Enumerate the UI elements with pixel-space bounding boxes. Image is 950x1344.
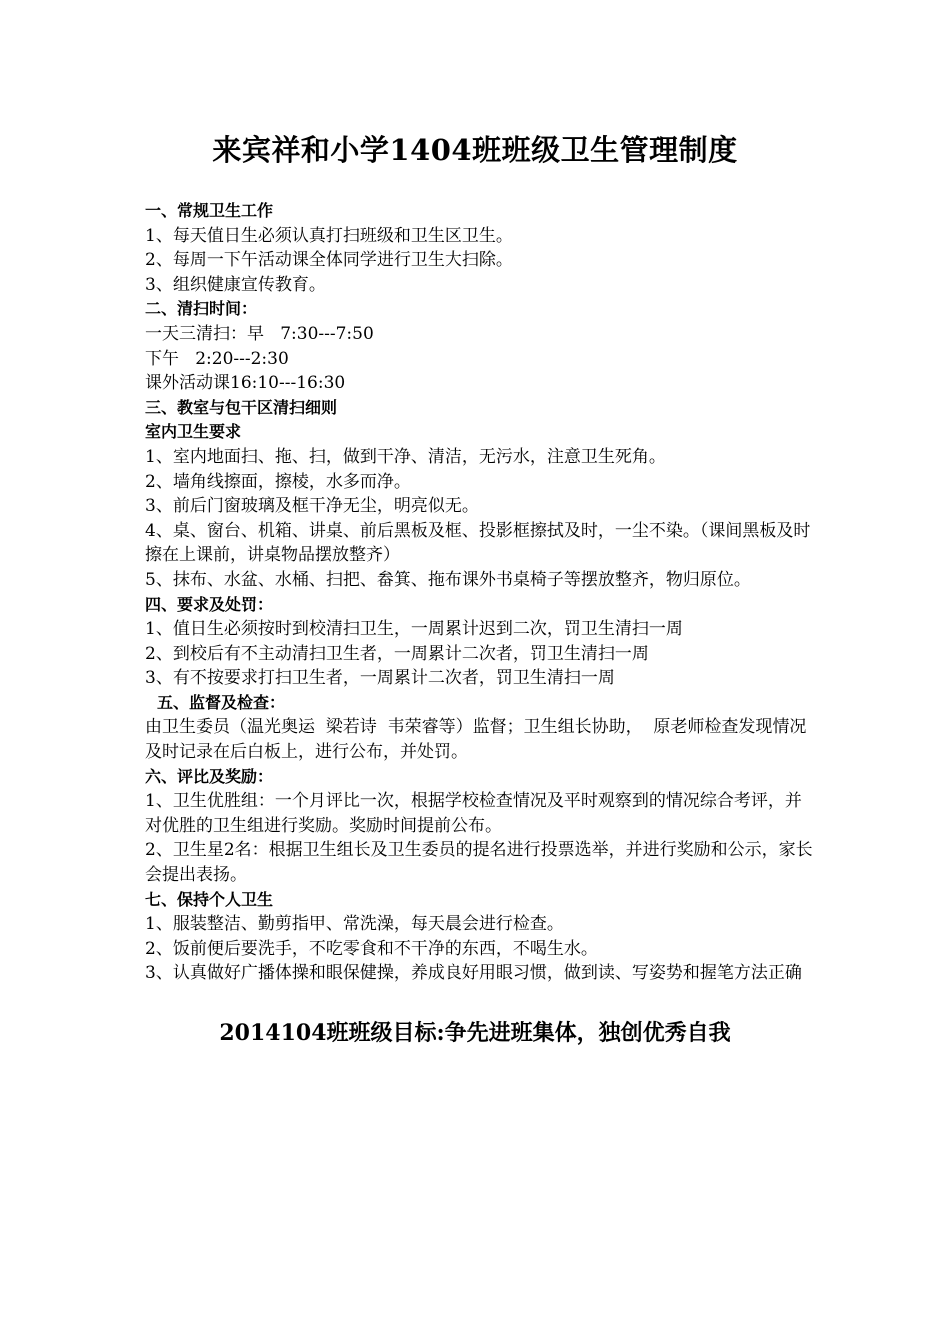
class-goal-slogan: 2014104班班级目标:争先进班集体，独创优秀自我 <box>219 1020 731 1046</box>
schedule-activity: 课外活动课16:10---16:30 <box>145 373 346 394</box>
subheading-indoor-requirements: 室内卫生要求 <box>145 422 242 442</box>
section-heading-awards: 六、评比及奖励： <box>145 766 274 786</box>
section-heading-schedule: 二、清扫时间： <box>145 299 258 319</box>
hygiene-item-2: 2、饭前便后要洗手，不吃零食和不干净的东西，不喝生水。 <box>145 938 598 959</box>
award-item-1: 1、卫生优胜组：一个月评比一次，根据学校检查情况及平时观察到的情况综合考评，并对优胜的卫生组进行奖励。奖励时间提前公布。 <box>145 791 802 836</box>
routine-item-2: 2、每周一下午活动课全体同学进行卫生大扫除。 <box>145 250 513 271</box>
section-heading-personal-hygiene: 七、保持个人卫生 <box>145 889 274 909</box>
section-heading-penalties: 四、要求及处罚： <box>145 594 274 614</box>
indoor-rule-1: 1、室内地面扫、拖、扫，做到干净、清洁，无污水，注意卫生死角。 <box>145 446 666 467</box>
routine-item-3: 3、组织健康宣传教育。 <box>145 274 326 295</box>
indoor-rule-3: 3、前后门窗玻璃及框干净无尘，明亮似无。 <box>145 496 479 517</box>
penalty-item-3: 3、有不按要求打扫卫生者，一周累计二次者，罚卫生清扫一周 <box>145 668 615 689</box>
document-body <box>145 199 817 986</box>
section-heading-cleaning-rules: 三、教室与包干区清扫细则 <box>145 397 338 417</box>
document-title: 来宾祥和小学1404班班级卫生管理制度 <box>212 133 738 167</box>
section-heading-supervision: 五、监督及检查： <box>157 692 286 712</box>
indoor-rule-2: 2、墙角线擦面，擦棱，水多而净。 <box>145 471 411 492</box>
hygiene-item-3: 3、认真做好广播体操和眼保健操，养成良好用眼习惯，做到读、写姿势和握笔方法正确 <box>145 963 802 984</box>
indoor-rule-4: 4、桌、窗台、机箱、讲桌、前后黑板及框、投影框擦拭及时，一尘不染。（课间黑板及时擦在上课前，讲桌物品摆放整齐） <box>145 520 811 566</box>
supervision-text: 由卫生委员（温光奥运 梁若诗 韦荣睿等）监督；卫生组长协助， 原老师检查发现情况及时记录在后白板上，进行公布，并处罚。 <box>145 717 807 763</box>
section-heading-routine: 一、常规卫生工作 <box>145 201 274 220</box>
indoor-rule-5: 5、抹布、水盆、水桶、扫把、畚箕、拖布课外书桌椅子等摆放整齐，物归原位。 <box>145 569 751 590</box>
award-item-2: 2、卫生星2名：根据卫生组长及卫生委员的提名进行投票选举，并进行奖励和公示，家长会提出表扬。 <box>145 840 813 886</box>
routine-item-1: 1、每天值日生必须认真打扫班级和卫生区卫生。 <box>145 225 513 246</box>
hygiene-item-1: 1、服装整洁、勤剪指甲、常洗澡，每天晨会进行检查。 <box>145 914 564 935</box>
penalty-item-1: 1、值日生必须按时到校清扫卫生，一周累计迟到二次，罚卫生清扫一周 <box>145 619 683 640</box>
schedule-afternoon: 下午 2:20---2:30 <box>145 348 289 369</box>
penalty-item-2: 2、到校后有不主动清扫卫生者，一周累计二次者，罚卫生清扫一周 <box>145 643 649 664</box>
schedule-morning: 一天三清扫：早 7:30---7:50 <box>145 323 374 344</box>
